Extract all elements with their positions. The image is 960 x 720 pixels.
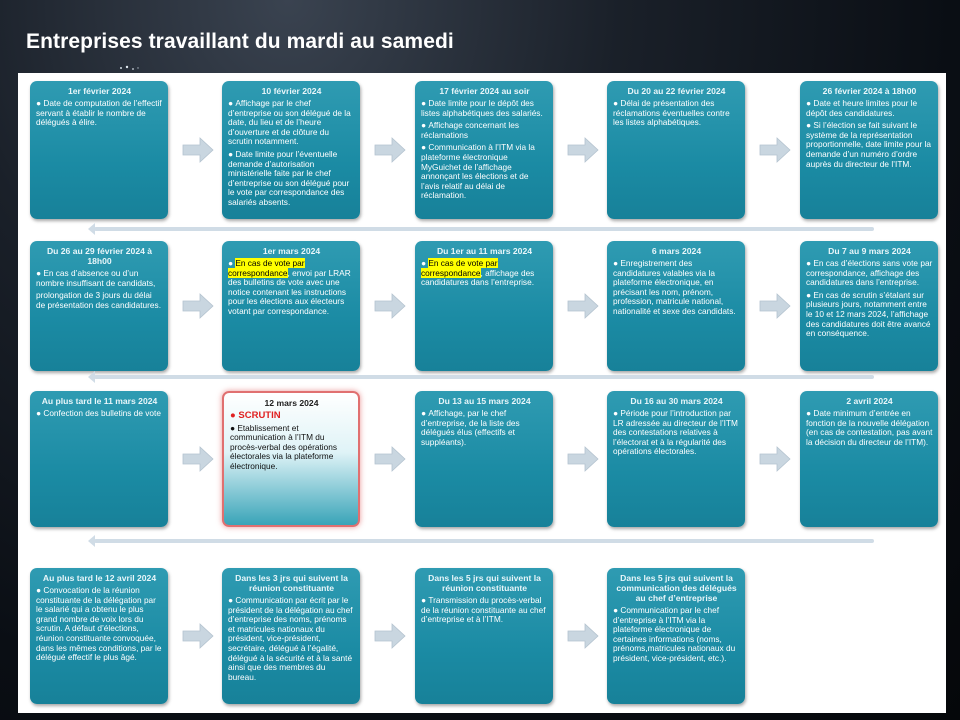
arrow-right-icon xyxy=(759,446,791,472)
arrow-right-icon xyxy=(182,293,214,319)
step-date: 10 février 2024 xyxy=(261,86,322,96)
step-item xyxy=(228,259,355,317)
step-item: ● Date minimum d’entrée en fonction de la nouvelle délégation (en cas de contestation, pas avant la décision du directeur de l’ITM). xyxy=(806,409,933,447)
step-box xyxy=(222,81,360,219)
step-item: ● Date limite pour le dépôt des listes alphabétiques des salariés. xyxy=(421,99,548,118)
arrow-right-icon xyxy=(567,137,599,163)
step-item: ● Délai de présentation des réclamations éventuelles contre les listes alphabétiques. xyxy=(613,99,740,128)
scrutin-label: ● SCRUTIN xyxy=(230,411,353,421)
step-date: Dans les 5 jrs qui suivent la communication des délégués au chef d’entreprise xyxy=(616,573,737,603)
step-date: Dans les 5 jrs qui suivent la réunion constituante xyxy=(428,573,541,593)
step-date: 1er février 2024 xyxy=(67,86,132,96)
item-text: , affichage des candidatures dans l’entreprise. xyxy=(421,267,535,288)
step-date: Au plus tard le 12 avril 2024 xyxy=(42,573,157,583)
arrow-right-icon xyxy=(567,623,599,649)
step-item: ● Communication à l’ITM via la plateforme électronique MyGuichet de l’affichage annonçant les élections et de l’avis relatif au délai de réclamation. xyxy=(421,143,548,201)
step-date: Du 20 au 22 février 2024 xyxy=(627,86,726,96)
step-box xyxy=(415,241,553,371)
step-box xyxy=(415,568,553,704)
page-title: Entreprises travaillant du mardi au samedi xyxy=(26,30,454,53)
timeline-canvas xyxy=(18,73,946,713)
arrow-right-icon xyxy=(374,137,406,163)
step-box xyxy=(800,391,938,527)
step-date: Au plus tard le 11 mars 2024 xyxy=(41,396,158,406)
step-item: ● Si l’élection se fait suivant le système de la représentation proportionnelle, date limite pour la demande d’un numéro d’ordre auprès du directeur de l’ITM. xyxy=(806,121,933,169)
highlight-text: En cas de vote par correspondance xyxy=(228,258,305,278)
step-box xyxy=(222,241,360,371)
step-date: 12 mars 2024 xyxy=(264,398,319,408)
step-item: prolongation de 3 jours du délai de présentation des candidatures. xyxy=(36,290,162,310)
step-date: Dans les 3 jrs qui suivent la réunion constituante xyxy=(235,573,348,593)
step-box xyxy=(800,81,938,219)
row-separator xyxy=(94,227,874,231)
step-item: ● Affichage concernant les réclamations xyxy=(421,121,548,140)
item-text: , envoi par LRAR des bulletins de vote avec une notice contenant les instructions pour les élections aux électeurs votant par correspondance. xyxy=(228,267,351,316)
step-item: ● Etablissement et communication à l’ITM du procès-verbal des opérations électorales via la plateforme électronique. xyxy=(230,424,353,472)
step-box xyxy=(30,391,168,527)
arrow-right-icon xyxy=(374,293,406,319)
arrow-right-icon xyxy=(759,137,791,163)
step-date: 26 février 2024 à 18h00 xyxy=(822,86,917,96)
step-date: 1er mars 2024 xyxy=(262,246,321,256)
step-item: ● Date et heure limites pour le dépôt des candidatures. xyxy=(806,99,933,118)
step-item: ● Date limite pour l’éventuelle demande d’autorisation ministérielle faite par le chef d’entreprise ou son délégué pour le vote par correspondance des salariés absents. xyxy=(228,150,355,208)
step-item: ● Communication par le chef d’entreprise à l’ITM via la plateforme électronique de certaines informations (noms, prénoms,matricules nationaux du président, vice-président, etc.). xyxy=(613,606,740,664)
row-separator xyxy=(94,539,874,543)
arrow-right-icon xyxy=(374,446,406,472)
step-box xyxy=(607,391,745,527)
step-box xyxy=(30,81,168,219)
step-date: 17 février 2024 au soir xyxy=(439,86,530,96)
step-box xyxy=(222,391,360,527)
step-item: ● Date de computation de l’effectif servant à établir le nombre de délégués à élire. xyxy=(36,99,163,128)
step-box xyxy=(800,241,938,371)
step-date: Du 1er au 11 mars 2024 xyxy=(436,246,533,256)
step-box xyxy=(607,568,745,704)
step-box xyxy=(415,391,553,527)
step-item: ● Affichage par le chef d’entreprise ou son délégué de la date, du lieu et de l’heure d’ouverture et de clôture du scrutin notamment. xyxy=(228,99,355,147)
step-item: ● Convocation de la réunion constituante de la délégation par le salarié qui a obtenu le plus grand nombre de voix lors du scrutin. A défaut d’élections, réunion constituante convoquée, dans les mêmes conditions, par le délégué effectif le plus âgé. xyxy=(36,586,163,663)
step-date: Du 26 au 29 février 2024 à 18h00 xyxy=(46,246,153,266)
step-item: ● En cas d’absence ou d’un nombre insuffisant de candidats, xyxy=(36,269,163,288)
sparkle-decoration xyxy=(118,64,140,72)
step-item xyxy=(421,259,548,288)
arrow-right-icon xyxy=(182,137,214,163)
step-item: ● Affichage, par le chef d’entreprise, de la liste des délégués élus (effectifs et suppléants). xyxy=(421,409,548,447)
step-box xyxy=(607,241,745,371)
step-item: ● Enregistrement des candidatures valables via la plateforme électronique, en précisant les nom, prénom, profession, matricule national, nationalité et sexe des candidats. xyxy=(613,259,740,317)
arrow-right-icon xyxy=(567,293,599,319)
arrow-right-icon xyxy=(567,446,599,472)
step-date: Du 7 au 9 mars 2024 xyxy=(828,246,911,256)
step-item: ● En cas d’élections sans vote par correspondance, affichage des candidatures dans l’entreprise. xyxy=(806,259,933,288)
step-date: 6 mars 2024 xyxy=(651,246,702,256)
step-box xyxy=(607,81,745,219)
step-box xyxy=(30,241,168,371)
step-item: ● Communication par écrit par le président de la délégation au chef d’entreprise des noms, prénoms et matricules nationaux du président, vice-président, secrétaire, délégué à l’égalité, délégué à la sécurité et à la santé ainsi que des membres du bureau. xyxy=(228,596,355,682)
step-date: Du 13 au 15 mars 2024 xyxy=(438,396,531,406)
step-date: Du 16 au 30 mars 2024 xyxy=(630,396,723,406)
arrow-right-icon xyxy=(759,293,791,319)
step-item: ● En cas de scrutin s’étalant sur plusieurs jours, notamment entre le 10 et 12 mars 2024, l’affichage des candidatures doit être avancé en conséquence. xyxy=(806,291,933,339)
step-box xyxy=(30,568,168,704)
arrow-right-icon xyxy=(182,623,214,649)
arrow-right-icon xyxy=(374,623,406,649)
step-item: ● Transmission du procès-verbal de la réunion constituante au chef d’entreprise et à l’ITM. xyxy=(421,596,548,625)
step-box xyxy=(222,568,360,704)
step-item: ● Période pour l’introduction par LR adressée au directeur de l’ITM des contestations relatives à l’électorat et à la régularité des opérations électorales. xyxy=(613,409,740,457)
arrow-right-icon xyxy=(182,446,214,472)
row-separator xyxy=(94,375,874,379)
highlight-text: En cas de vote par correspondance xyxy=(421,258,498,278)
step-item: ● Confection des bulletins de vote xyxy=(36,409,163,419)
step-date: 2 avril 2024 xyxy=(846,396,893,406)
step-box xyxy=(415,81,553,219)
